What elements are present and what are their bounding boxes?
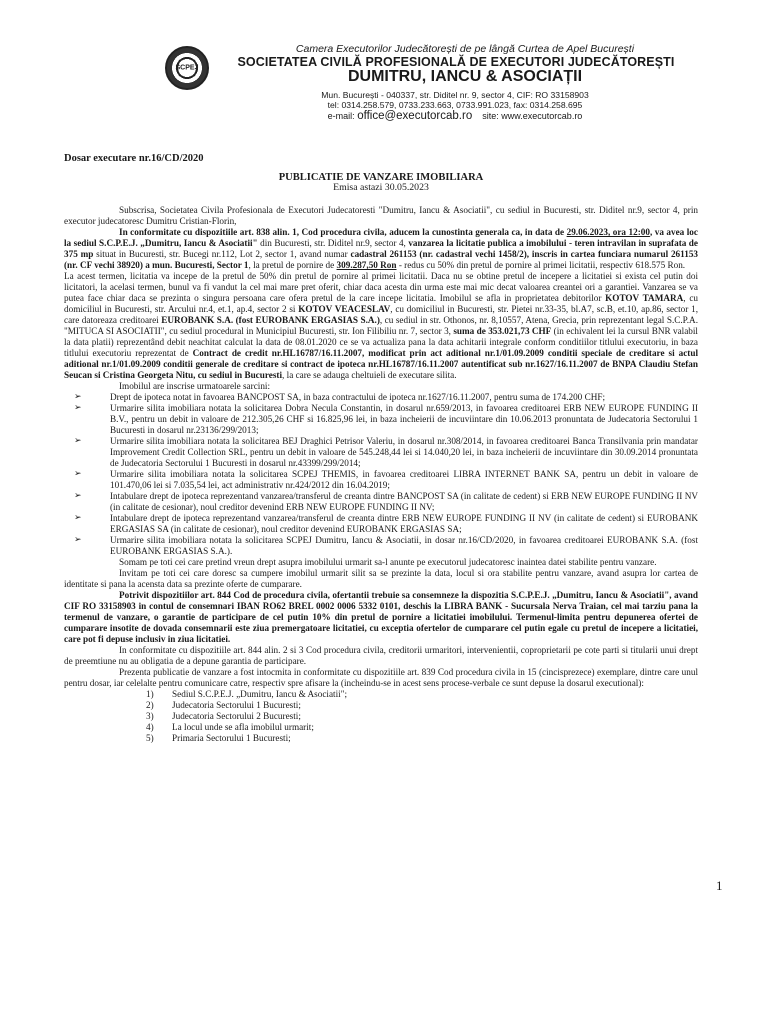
list-item <box>64 513 698 535</box>
starting-price: 309.287,50 Ron <box>336 260 397 270</box>
list-item <box>64 733 698 744</box>
list-item <box>64 403 698 436</box>
exemption-paragraph: In conformitate cu dispozitiile art. 844 alin. 2 si 3 Cod procedura civila, creditorii urmaritori, intervenientii, coproprietarii pe cote parti si titularii unui drept de preemtiune nu au obligatia de a depune garantia de participare. <box>64 645 698 666</box>
list-item <box>64 700 698 711</box>
encumbrances-heading: Imobilul are inscrise urmatoarele sarcini: <box>119 381 271 391</box>
debt-amount: suma de 353.021,73 CHF <box>453 326 552 336</box>
arrow-bullet-icon: ➢ <box>74 513 82 523</box>
auction-terms: La acest termen, licitatia va incepe de la pretul de 50% din pretul de pornire al primei licitatii. Daca nu se obtine pretul de incepere a licitatiei si exista cel putin doi licitatori, la acelasi termen, bunul va fi vandut la cel mai mare pret oferit, chiar daca acesta din urma este mai mic decat valoarea creantei ori a garantiei. Vanzarea se va putea face chiar daca se prezinta o singura persoana care ofera pretul de la care incepe licitatia. Imobilul se afla in proprietatea debitorilor <box>64 271 698 303</box>
header-address-line: Mun. București - 040337, str. Diditel nr. 9, sector 4, CIF: RO 33158903 <box>321 90 589 100</box>
list-item <box>64 722 698 733</box>
encumbrance-text: Urmarire silita imobiliara notata la solicitarea SCPEJ THEMIS, in favoarea creditoarei LIBRA INTERNET BANK SA, pentru un debit in valoare de 101.470,06 lei si 7.035,54 lei, act administrativ nr.424/2012 din 16.04.2019; <box>110 469 698 490</box>
price-intro: , la pretul de pornire de <box>248 260 337 270</box>
sale-date: 29.06.2023, ora 12:00 <box>566 227 650 237</box>
debtor-2-address: , cu domiciliul in Bucuresti, str. Pietei nr.33-35, bl.A7, sc.B, et.10, ap.86, sector 1, care datoreaza creditoarei <box>64 304 698 325</box>
debtor-1: KOTOV TAMARA <box>605 293 684 303</box>
list-item <box>64 392 698 403</box>
recipient-name: Primaria Sectorului 1 Bucuresti; <box>172 733 291 743</box>
issue-date: Emisa astazi 30.05.2023 <box>333 182 429 193</box>
header-contact <box>240 110 670 122</box>
list-item <box>64 491 698 513</box>
recipient-number: 1) <box>146 689 154 699</box>
list-item <box>64 436 698 469</box>
site-label: site: <box>482 111 499 121</box>
arrow-bullet-icon: ➢ <box>74 403 82 413</box>
sale-address: din Bucuresti, str. Diditel nr.9, sector 4, <box>257 238 409 248</box>
arrow-bullet-icon: ➢ <box>74 469 82 479</box>
list-item <box>64 469 698 491</box>
sale-location: , va avea loc la sediul S.C.P.E.J. „Dumitru, Iancu & Asociatii" <box>64 227 698 248</box>
recipient-number: 4) <box>146 722 154 732</box>
recipient-number: 2) <box>146 700 154 710</box>
cadastral-info: cadastral 261153 (nr. cadastral vechi 1458/2), inscris in cartea funciara numarul 261153 (nr. CF vechi 38920) a mun. Bucuresti, Sector 1 <box>64 249 699 270</box>
header-society: SOCIETATEA CIVILĂ PROFESIONALĂ DE EXECUTORI JUDECĂTOREȘTI <box>237 55 675 69</box>
debtor-1-address: , cu domiciliul in Bucuresti, str. Arcului nr.4, et.1, ap.4, sector 2 si <box>64 293 699 314</box>
debt-details: (in echivalent lei la cursul BNR valabil la data platii) reprezentând debit neachitat calculat la data de 08.01.2020 ce se va actualiza pana la data achitarii integrale conform conditiilor titlului executoriu, in baza titlului executoriu reprezentat de <box>64 326 698 358</box>
list-item <box>64 711 698 722</box>
creditor-name: EUROBANK S.A. (fost EUROBANK ERGASIAS S.A.) <box>161 315 380 325</box>
guarantee-paragraph: Potrivit dispozitiilor art. 844 Cod de procedura civila, ofertantii trebuie sa consemneze la dispozitia S.C.P.E.J. „Dumitru, Iancu & Asociatii", avand CIF RO 33158903 in contul de consemnari IBAN RO62 BREL 0002 0006 5332 0101, deschis la LIBRA BANK - Sucursala Nerva Traian, cel mai tarziu pana la termenul de vanzare, o garantie de participare de cel putin 10% din pretul de pornire a licitatiei imobilului. Termenul-limita pentru depunerea ofertei de cumparare insotite de dovada consemnarii este ziua premergatoare licitatiei, cu exceptia ofertelor de cumparare cel putin egale cu pretul de incepere a licitatiei, care pot fi depuse inclusiv in ziua licitatiei. <box>64 590 698 644</box>
encumbrance-text: Urmarire silita imobiliara notata la solicitarea BEJ Draghici Petrisor Valeriu, in dosarul nr.308/2014, in favoarea creditoarei Banca Transilvania prin mandatar Improvement Credit Collection SRL, pentru un debit in valoare de 545.248,44 lei si 14.040,20 lei, in baza incheierii de incuviintare din 30.09.2014 pronuntata de Judecatoria Sectorului 1 Bucuresti in dosarul nr.43399/299/2014; <box>110 436 698 468</box>
arrow-bullet-icon: ➢ <box>74 535 82 545</box>
recipient-number: 5) <box>146 733 154 743</box>
encumbrance-text: Intabulare drept de ipoteca reprezentand vanzarea/transferul de creanta dintre ERB NEW EUROPE FUNDING II NV (in calitate de cedent) si EUROBANK ERGASIAS SA (in calitate de cesionar), noul creditor devenind EUROBANK ERGASIAS SA; <box>110 513 698 534</box>
encumbrance-text: Urmarire silita imobiliara notata la solicitarea SCPEJ Dumitru, Iancu & Asociatii, in dosar nr.16/CD/2020, in favoarea creditoarei EUROBANK S.A. (fost EUROBANK ERGASIAS S.A.). <box>110 535 698 556</box>
recipient-number: 3) <box>146 711 154 721</box>
encumbrances-list <box>64 392 698 557</box>
price-reduction: - redus cu 50% din pretul de pornire al primei licitatii, respectiv 618.575 Ron. <box>396 260 686 270</box>
arrow-bullet-icon: ➢ <box>74 491 82 501</box>
recipient-name: Judecatoria Sectorului 1 Bucuresti; <box>172 700 301 710</box>
list-item <box>64 689 698 700</box>
copies-paragraph: Prezenta publicatie de vanzare a fost intocmita in conformitate cu dispozitiile art. 839 Cod procedura civila in 15 (cincisprezece) exemplare, dintre care unul pentru dosar, iar celelalte pentru comunicare catre, respectiv spre afisare la (incheindu-se in acest sens procese-verbale ce sunt depuse la dosarul executional): <box>64 667 698 688</box>
credit-contract: Contract de credit nr.HL16787/16.11.2007, modificat prin act aditional nr.1/01.09.2009 conditii speciale de creditare si actul aditional nr.1/01.09.2009 conditii generale de creditare si contract de ipoteca nr.HL16787/16.11.2007 autentificat sub nr.1627/16.11.2007 de BNPA Claudiu Stefan Seucan si Cristina Georgeta Nitu, cu sediul in Bucuresti <box>64 348 698 380</box>
encumbrance-text: Urmarire silita imobiliara notata la solicitarea Dobra Necula Constantin, in dosarul nr.659/2013, in favoarea creditoarei ERB NEW EUROPE FUNDING II B.V., pentru un debit in valoare de 212.305,26 CHF si 16.825,96 lei, in baza incheierii de incuviintare din 10.06.2013 pronuntata de Judecatoria Sectorului 1 Bucuresti in dosarul nr.23136/299/2013; <box>110 403 698 435</box>
intro-paragraph: Subscrisa, Societatea Civila Profesionala de Executori Judecatoresti "Dumitru, Iancu & Asociatii", cu sediul in Bucuresti, str. Diditel nr.9, sector 4, prin executor judecatoresc Dumitru Cristian-Florin, <box>64 205 698 226</box>
recipient-name: La locul unde se afla imobilul urmarit; <box>172 722 314 732</box>
summons-paragraph: Somam pe toti cei care pretind vreun drept asupra imobilului urmarit sa-l anunte pe executorul judecatoresc inaintea datei stabilite pentru vanzare. <box>119 557 657 567</box>
case-number: Dosar executare nr.16/CD/2020 <box>64 153 204 164</box>
email-link[interactable]: office@executorcab.ro <box>357 110 473 122</box>
list-item <box>64 535 698 557</box>
header-phones: tel: 0314.258.579, 0733.233.663, 0733.991.023, fax: 0314.258.695 <box>327 100 583 110</box>
recipients-list <box>64 689 698 744</box>
site-link[interactable]: www.executorcab.ro <box>501 111 583 121</box>
arrow-bullet-icon: ➢ <box>74 436 82 446</box>
recipient-name: Sediul S.C.P.E.J. „Dumitru, Iancu & Asociatii"; <box>172 689 348 699</box>
notary-seal-icon: SCPEJ <box>165 46 209 90</box>
encumbrance-text: Drept de ipoteca notat in favoarea BANCPOST SA, in baza contractului de ipoteca nr.1627/16.11.2007, pentru suma de 174.200 CHF; <box>110 392 606 402</box>
page-number: 1 <box>716 878 723 893</box>
document-title: PUBLICATIE DE VANZARE IMOBILIARA <box>278 172 484 183</box>
document-body <box>64 205 698 744</box>
property-address: situat in Bucuresti, str. Bucegi nr.112, Lot 2, sector 1, avand numar <box>93 249 351 259</box>
recipient-name: Judecatoria Sectorului 2 Bucuresti; <box>172 711 301 721</box>
header-chamber: Camera Executorilor Judecătorești de pe lângă Curtea de Apel București <box>295 43 635 55</box>
invitation-paragraph: Invitam pe toti cei care doresc sa cumpere imobilul urmarit silit sa se prezinte la data, locul si ora stabilite pentru vanzare, avand asupra lor cartea de identitate si pana la acensta data sa prezinte oferte de cumparare. <box>64 568 698 589</box>
header-address <box>240 90 670 110</box>
encumbrance-text: Intabulare drept de ipoteca reprezentand vanzarea/transferul de creanta dintre BANCPOST SA (in calitate de cedent) si ERB NEW EUROPE FUNDING II NV (in calitate de cesionar), noul creditor devenind ERB NEW EUROPE FUNDING II NV; <box>110 491 698 512</box>
execution-costs: , la care se adauga cheltuieli de executare silita. <box>282 370 457 380</box>
sale-intro: In conformitate cu dispozitiile art. 838 alin. 1, Cod procedura civila, aducem la cunostinta generala ca, in data de <box>119 227 567 237</box>
creditor-address: , cu sediul in str. Othonos, nr. 8,10557, Atena, Grecia, prin reprezentant legal S.C.P.A. "MITUCA SI ASOCIATII", cu sediul procedural in Municipiul Bucuresti, str. Ion Filibiliu nr. 7, sector 3, <box>64 315 698 336</box>
email-label: e-mail: <box>327 111 355 121</box>
header-firm-name: DUMITRU, IANCU & ASOCIAȚII <box>347 68 583 85</box>
sale-object: vanzarea la licitatie publica a imobilului - teren intravilan in suprafata de 375 mp <box>64 238 698 259</box>
arrow-bullet-icon: ➢ <box>74 392 82 402</box>
debtor-2: KOTOV VEACESLAV <box>298 304 391 314</box>
sale-paragraph <box>64 227 698 381</box>
